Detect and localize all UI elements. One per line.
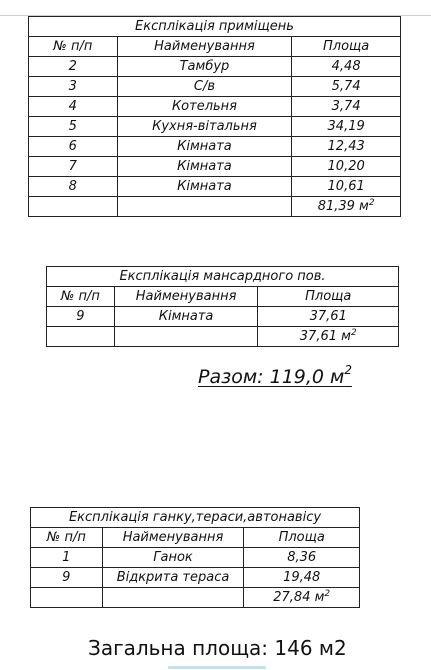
attic-explication-table — [46, 266, 399, 347]
row-name: Кімната — [114, 307, 258, 327]
table-row — [29, 117, 401, 137]
row-number: 5 — [29, 117, 118, 137]
column-header-number: № п/п — [31, 528, 103, 548]
column-header-number: № п/п — [29, 37, 118, 57]
total-area-cell — [244, 588, 360, 608]
row-number: 7 — [29, 157, 118, 177]
column-header-name: Найменування — [102, 528, 244, 548]
table-row — [47, 307, 399, 327]
table-title-row — [47, 267, 399, 287]
unit-superscript: 2 — [324, 589, 331, 599]
unit-superscript: 2 — [344, 363, 353, 377]
column-header-area: Площа — [258, 287, 399, 307]
table-title: Експлікація мансардного пов. — [47, 267, 399, 287]
column-header-name: Найменування — [117, 37, 292, 57]
row-name: Кімната — [117, 177, 292, 197]
row-name: Тамбур — [117, 57, 292, 77]
row-name: Кімната — [117, 137, 292, 157]
table-row — [29, 177, 401, 197]
table-row — [29, 57, 401, 77]
table-header-row — [31, 528, 360, 548]
unit-superscript: 2 — [350, 328, 357, 338]
total-area-value: 81,39 м — [317, 199, 369, 214]
row-name: Відкрита тераса — [102, 568, 244, 588]
total-area-cell — [258, 327, 399, 347]
row-area: 34,19 — [292, 117, 401, 137]
row-area: 37,61 — [258, 307, 399, 327]
table-total-row — [31, 588, 360, 608]
table-row — [29, 97, 401, 117]
row-name: Котельня — [117, 97, 292, 117]
row-name: С/в — [117, 77, 292, 97]
row-number: 2 — [29, 57, 118, 77]
row-number: 3 — [29, 77, 118, 97]
column-header-name: Найменування — [114, 287, 258, 307]
total-area-heading: Загальна площа: 146 м2 — [88, 636, 347, 660]
column-header-area: Площа — [292, 37, 401, 57]
table-title: Експлікація ганку,тераси,автонавісу — [31, 508, 360, 528]
table-row — [29, 77, 401, 97]
table-title: Експлікація приміщень — [29, 17, 401, 37]
rooms-explication-table — [28, 16, 401, 217]
row-area: 10,61 — [292, 177, 401, 197]
empty-cell — [102, 588, 244, 608]
row-area: 3,74 — [292, 97, 401, 117]
sum-total-text: Разом: 119,0 м — [198, 366, 345, 388]
column-header-area: Площа — [244, 528, 360, 548]
row-area: 4,48 — [292, 57, 401, 77]
highlight-bar — [168, 666, 266, 669]
sum-total — [198, 363, 353, 388]
table-header-row — [47, 287, 399, 307]
row-name: Кухня-вітальня — [117, 117, 292, 137]
empty-cell — [31, 588, 103, 608]
row-number: 9 — [47, 307, 115, 327]
row-area: 10,20 — [292, 157, 401, 177]
row-number: 9 — [31, 568, 103, 588]
table-total-row — [47, 327, 399, 347]
total-area-value: 27,84 м — [273, 590, 325, 605]
empty-cell — [117, 197, 292, 217]
table-row — [29, 157, 401, 177]
table-title-row — [29, 17, 401, 37]
total-area-value: 37,61 м — [299, 329, 351, 344]
row-area: 5,74 — [292, 77, 401, 97]
unit-superscript: 2 — [368, 198, 375, 208]
table-title-row — [31, 508, 360, 528]
row-area: 19,48 — [244, 568, 360, 588]
row-area: 12,43 — [292, 137, 401, 157]
total-area-cell — [292, 197, 401, 217]
row-area: 8,36 — [244, 548, 360, 568]
row-number: 1 — [31, 548, 103, 568]
row-number: 4 — [29, 97, 118, 117]
table-row — [31, 568, 360, 588]
table-total-row — [29, 197, 401, 217]
row-number: 6 — [29, 137, 118, 157]
column-header-number: № п/п — [47, 287, 115, 307]
table-row — [29, 137, 401, 157]
row-name: Кімната — [117, 157, 292, 177]
table-row — [31, 548, 360, 568]
empty-cell — [29, 197, 118, 217]
porch-explication-table — [30, 507, 360, 608]
row-name: Ганок — [102, 548, 244, 568]
empty-cell — [47, 327, 115, 347]
table-header-row — [29, 37, 401, 57]
row-number: 8 — [29, 177, 118, 197]
empty-cell — [114, 327, 258, 347]
